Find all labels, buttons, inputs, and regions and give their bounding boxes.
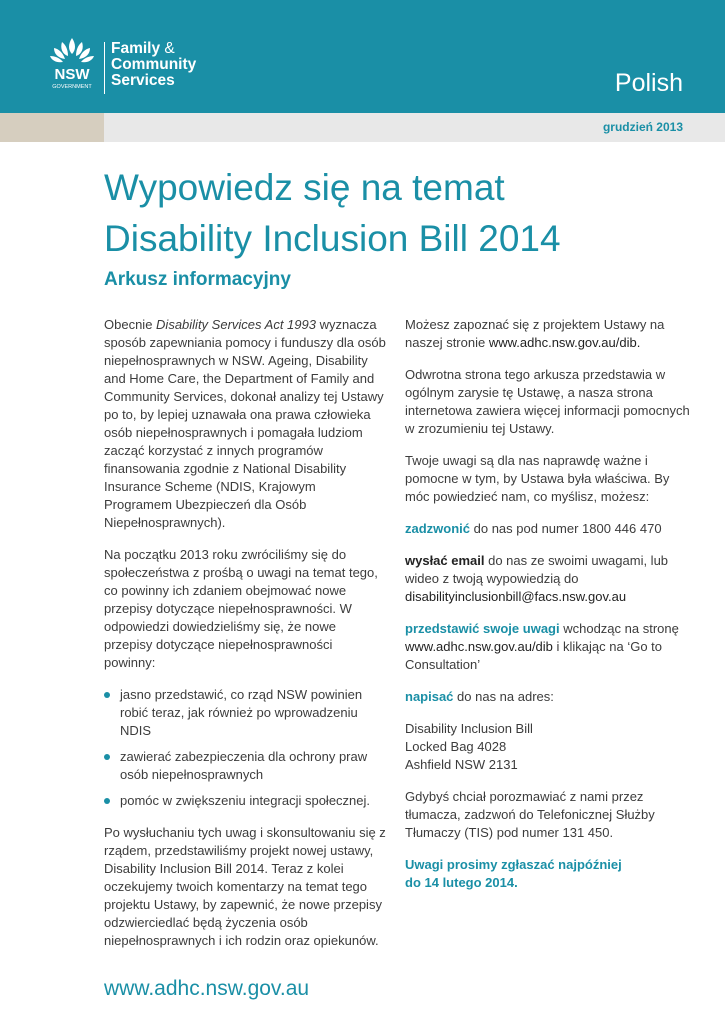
call-option bbox=[405, 520, 690, 538]
brand-line-services: Services bbox=[111, 72, 175, 89]
bullet-icon bbox=[104, 754, 110, 760]
intro-text-a: Obecnie bbox=[104, 317, 157, 332]
bullet-icon bbox=[104, 798, 110, 804]
list-item-text: zawierać zabezpieczenia dla ochrony praw osób niepełnosprawnych bbox=[120, 749, 368, 782]
header-banner bbox=[0, 0, 725, 113]
interpreter-paragraph: Gdybyś chciał porozmawiać z nami przez tłumacza, zadzwoń do Telefonicznej Służby Tłumaczy (TIS) pod numer 131 450. bbox=[405, 789, 655, 840]
list-item bbox=[104, 792, 386, 810]
left-column bbox=[104, 316, 386, 964]
submit-text-b: i klikając na ‘Go to Consultation’ bbox=[405, 639, 663, 672]
deadline-line-2: do 14 lutego 2014. bbox=[405, 875, 518, 890]
call-label: zadzwonić bbox=[405, 521, 471, 536]
title-line-1: Wypowiedz się na temat bbox=[104, 167, 505, 208]
submit-option bbox=[405, 620, 690, 674]
intro-paragraph bbox=[104, 316, 386, 532]
logo-divider bbox=[104, 42, 105, 94]
list-item-text: pomóc w zwiększeniu integracji społecznej. bbox=[120, 793, 371, 808]
write-option bbox=[405, 688, 690, 706]
brand-ampersand: & bbox=[164, 40, 175, 57]
call-text: do nas pod numer 1800 446 470 bbox=[470, 521, 662, 536]
deadline-notice bbox=[405, 856, 690, 892]
feedback-paragraph: Twoje uwagi są dla nas naprawdę ważne i pomocne w tym, by Ustawa była właściwa. By móc powiedzieć nam, co myślisz, możesz: bbox=[405, 453, 670, 504]
brand-line-family: Family bbox=[111, 40, 161, 57]
requirements-list bbox=[104, 686, 386, 810]
website-text: Możesz zapoznać się z projektem Ustawy na naszej stronie bbox=[405, 317, 665, 350]
brand-line-community: Community bbox=[111, 56, 197, 73]
email-address-link[interactable]: disabilityinclusionbill@facs.nsw.gov.au bbox=[405, 589, 627, 604]
date-strip-accent bbox=[0, 113, 104, 142]
draft-bill-paragraph: Po wysłuchaniu tych uwag i skonsultowaniu się z rządem, przedstawiliśmy projekt nowej ustawy, Disability Inclusion Bill 2014. Teraz z kolei oczekujemy twoich komentarzy na temat tego projektu Ustawy, by zapewnić, że nowe przepisy odzwierciedlać będą życzenia osób niepełnosprawnych i ich rodzin oraz opiekunów. bbox=[104, 825, 386, 948]
email-option bbox=[405, 552, 690, 606]
address-line: Locked Bag 4028 bbox=[405, 739, 507, 754]
title-line-2: Disability Inclusion Bill 2014 bbox=[104, 218, 561, 259]
deadline-line-1: Uwagi prosimy zgłaszać najpóźniej bbox=[405, 857, 622, 872]
publication-date: grudzień 2013 bbox=[602, 120, 683, 134]
act-name: Disability Services Act 1993 bbox=[156, 317, 316, 332]
website-paragraph bbox=[405, 316, 690, 352]
address-line: Ashfield NSW 2131 bbox=[405, 757, 518, 772]
email-text: do nas ze swoimi uwagami, lub wideo z twoją wypowiedzią do bbox=[405, 553, 669, 586]
overview-paragraph: Odwrotna strona tego arkusza przedstawia w ogólnym zarysie tę Ustawę, a nasza strona internetowa zawiera więcej informacji pomocnych w zrozumieniu tej Ustawy. bbox=[405, 367, 690, 436]
list-item bbox=[104, 686, 386, 740]
consultation-link[interactable]: www.adhc.nsw.gov.au/dib bbox=[405, 639, 553, 654]
bullet-icon bbox=[104, 692, 110, 698]
dib-website-link[interactable]: www.adhc.nsw.gov.au/dib. bbox=[488, 335, 641, 350]
language-label: Polish bbox=[614, 69, 683, 97]
list-item-text: jasno przedstawić, co rząd NSW powinien robić teraz, jak również po wprowadzeniu NDIS bbox=[120, 687, 363, 738]
nsw-waratah-logo bbox=[44, 36, 100, 96]
submit-text-a: wchodząc na stronę bbox=[559, 621, 679, 636]
brand-name bbox=[111, 41, 196, 89]
logo-nsw-text: NSW bbox=[54, 66, 90, 83]
write-label: napisać bbox=[405, 689, 454, 704]
page-title bbox=[104, 162, 704, 264]
intro-text-b: wyznacza sposób zapewniania pomocy i funduszy dla osób niepełnosprawnych w NSW. Ageing, Disability and Home Care, the Department of Family and Community Services, dokonał analizy tej Ustawy po to, by lepiej uznawała ona prawa człowieka osób niepełnosprawnych i pomagała ludziom zacząć korzystać z innych programów finansowania zgodnie z National Disability Insurance Scheme (NDIS, Krajowym Programem Ubezpieczeń dla Osób Niepełnosprawnych). bbox=[104, 317, 386, 530]
list-item bbox=[104, 748, 386, 784]
right-column bbox=[405, 316, 690, 906]
page-subtitle: Arkusz informacyjny bbox=[104, 269, 291, 290]
postal-address bbox=[405, 720, 690, 774]
email-label: wysłać email bbox=[405, 553, 485, 568]
address-line: Disability Inclusion Bill bbox=[405, 721, 533, 736]
footer-website-link[interactable]: www.adhc.nsw.gov.au bbox=[104, 977, 310, 1000]
consultation-paragraph: Na początku 2013 roku zwróciliśmy się do społeczeństwa z prośbą o uwagi na temat tego, co powinny ich zdaniem obejmować nowe przepisy dotyczące niepełnosprawności. W odpowiedzi dowiedzieliśmy się, że nowe przepisy dotyczące niepełnosprawności powinny: bbox=[104, 547, 378, 670]
submit-label: przedstawić swoje uwagi bbox=[405, 621, 560, 636]
write-text: do nas na adres: bbox=[453, 689, 554, 704]
logo-government-text: GOVERNMENT bbox=[52, 84, 92, 90]
